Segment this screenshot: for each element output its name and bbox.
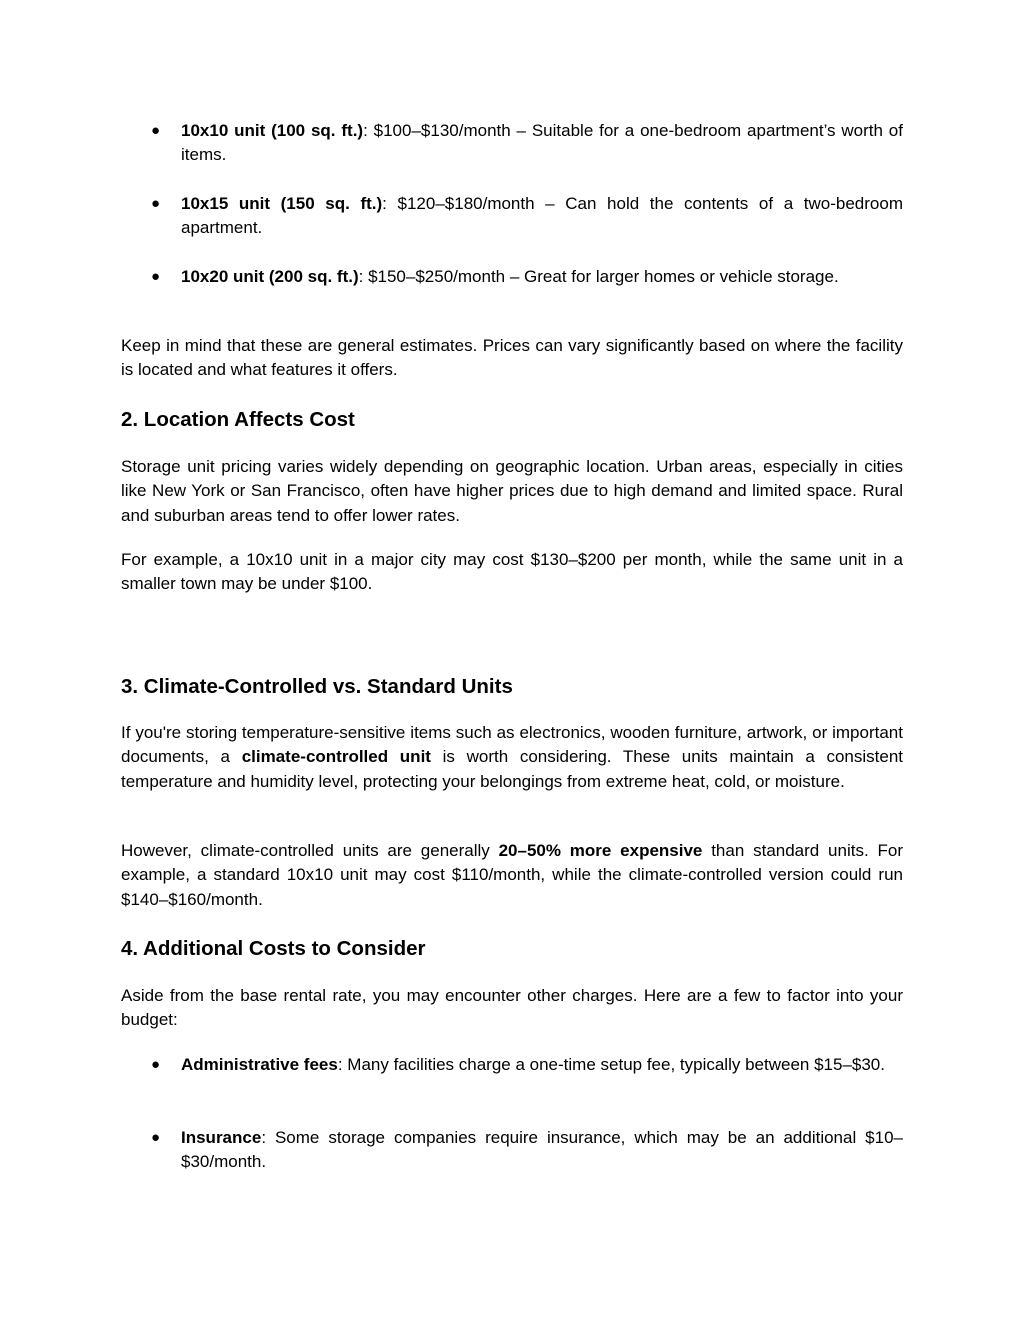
list-item (121, 1053, 903, 1077)
list-item-text (181, 1126, 903, 1175)
paragraph-text: However, climate-controlled units are generally (121, 841, 499, 860)
bullet-icon: ● (151, 122, 161, 139)
list-item-label: 10x15 unit (150 sq. ft.) (181, 194, 383, 213)
list-item-description: : Many facilities charge a one-time setup fee, typically between $15–$30. (337, 1055, 885, 1074)
estimates-note: Keep in mind that these are general estimates. Prices can vary significantly based on where the facility is located and what features it offers. (121, 336, 903, 380)
list-item-label: 10x10 unit (100 sq. ft.) (181, 121, 364, 140)
list-item-label: 10x20 unit (200 sq. ft.) (181, 267, 359, 286)
bullet-icon: ● (151, 195, 161, 212)
list-item-label: Administrative fees (181, 1055, 338, 1074)
section-heading: 2. Location Affects Cost (121, 408, 355, 431)
list-item-label: Insurance (181, 1128, 262, 1147)
list-item-text (181, 265, 903, 289)
paragraph: Aside from the base rental rate, you may encounter other charges. Here are a few to factor into your budget: (121, 986, 903, 1030)
list-item-text (181, 119, 903, 168)
list-item-text (181, 1053, 903, 1077)
paragraph (121, 839, 903, 912)
paragraph-text: If you're storing temperature-sensitive items such as electronics, wooden furniture, artwork, or important documents, a (121, 723, 903, 767)
list-item (121, 192, 903, 241)
paragraph: Storage unit pricing varies widely depending on geographic location. Urban areas, especially in cities like New York or San Francisco, often have higher prices due to high demand and limited space. Rural and suburban areas tend to offer lower rates. (121, 457, 903, 525)
paragraph: For example, a 10x10 unit in a major city may cost $130–$200 per month, while the same unit in a smaller town may be under $100. (121, 550, 903, 594)
bullet-icon: ● (151, 1129, 161, 1146)
section-heading: 3. Climate-Controlled vs. Standard Units (121, 675, 513, 698)
paragraph-text: is worth considering. These units maintain a consistent temperature and humidity level, protecting your belongings from extreme heat, cold, or moisture. (121, 747, 904, 791)
list-item-description: : $120–$180/month – Can hold the contents of a two-bedroom apartment. (181, 194, 903, 238)
list-item-text (181, 192, 903, 241)
list-item-description: : $100–$130/month – Suitable for a one-bedroom apartment’s worth of items. (181, 121, 903, 165)
list-item (121, 265, 903, 289)
list-item (121, 1126, 903, 1175)
bullet-icon: ● (151, 268, 161, 285)
emphasis-text: climate-controlled unit (241, 747, 431, 767)
section-heading: 4. Additional Costs to Consider (121, 937, 426, 960)
list-item-description: : $150–$250/month – Great for larger homes or vehicle storage. (358, 267, 839, 286)
list-item (121, 119, 903, 168)
list-item-description: : Some storage companies require insurance, which may be an additional $10–$30/month. (181, 1128, 903, 1172)
bullet-icon: ● (151, 1056, 161, 1073)
emphasis-text: 20–50% more expensive (498, 841, 703, 860)
paragraph-text: than standard units. For example, a standard 10x10 unit may cost $110/month, while the climate-controlled version could run $140–$160/month. (121, 841, 903, 909)
paragraph (121, 721, 903, 794)
